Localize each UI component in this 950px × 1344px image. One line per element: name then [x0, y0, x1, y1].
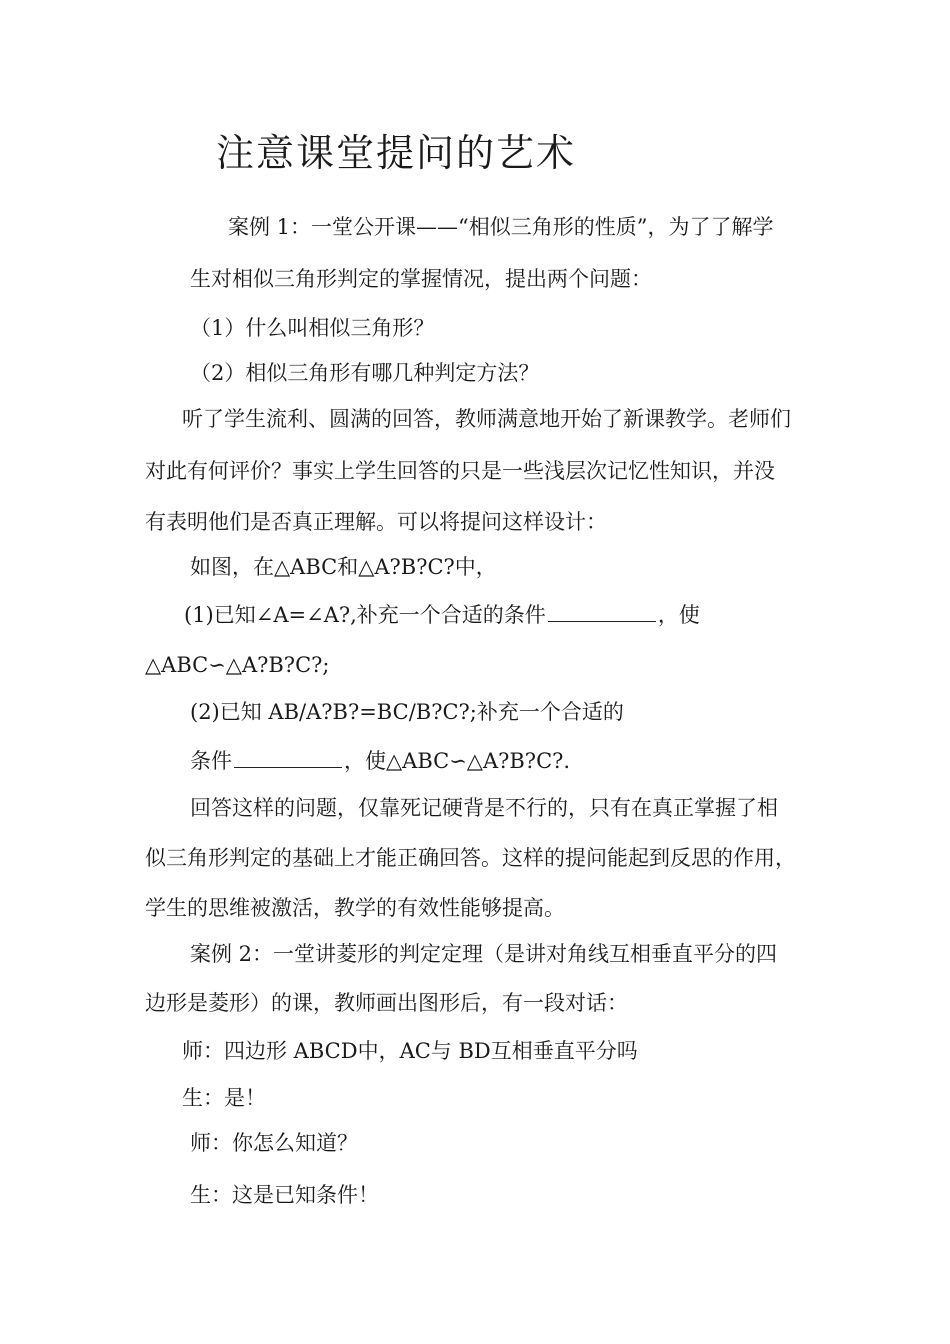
paragraph-line: 回答这样的问题，仅靠死记硬背是不行的，只有在真正掌握了相: [190, 796, 778, 820]
paragraph-line: 案例 1：一堂公开课——“相似三角形的性质”，为了了解学: [228, 215, 774, 239]
question-2: (2)已知 AB/A?B?=BC/B?C?;补充一个合适的: [190, 700, 624, 724]
question-1-text: (1)已知∠A=∠A?,补充一个合适的条件: [184, 603, 546, 627]
paragraph-line: 如图，在△ABC和△A?B?C?中，: [190, 555, 497, 579]
dialogue-line: 师：你怎么知道？: [190, 1131, 358, 1155]
answer-blank: [234, 747, 342, 768]
dialogue-line: 生：这是已知条件！: [190, 1183, 379, 1207]
paragraph-line: 生对相似三角形判定的掌握情况，提出两个问题：: [190, 267, 652, 291]
list-item: （1）什么叫相似三角形？: [190, 316, 435, 340]
paragraph-line: 听了学生流利、圆满的回答，教师满意地开始了新课教学。老师们: [182, 407, 791, 431]
paragraph-line: 边形是菱形）的课，教师画出图形后，有一段对话：: [145, 991, 628, 1015]
paragraph-line: 案例 2：一堂讲菱形的判定定理（是讲对角线互相垂直平分的四: [190, 942, 778, 966]
question-2-text: 条件: [190, 749, 232, 773]
dialogue-line: 生：是！: [182, 1086, 266, 1110]
page-title: 注意课堂提问的艺术: [216, 131, 577, 175]
paragraph-line: 对此有何评价？事实上学生回答的只是一些浅层次记忆性知识，并没: [145, 459, 775, 483]
paragraph-line: 似三角形判定的基础上才能正确回答。这样的提问能起到反思的作用，: [145, 846, 796, 870]
question-1: [184, 600, 700, 630]
paragraph-line: 有表明他们是否真正理解。可以将提问这样设计：: [145, 510, 607, 534]
question-2-tail: ，使△ABC∽△A?B?C?.: [344, 749, 571, 773]
answer-blank: [548, 601, 656, 622]
question-1-tail: ，使: [657, 603, 700, 627]
dialogue-line: 师：四边形 ABCD中，AC与 BD互相垂直平分吗: [182, 1039, 638, 1063]
list-item: （2）相似三角形有哪几种判定方法？: [190, 361, 540, 385]
paragraph-line: 学生的思维被激活，教学的有效性能够提高。: [145, 896, 565, 920]
question-2-continued: [190, 746, 570, 776]
paragraph-line: △ABC∽△A?B?C?;: [145, 653, 330, 677]
